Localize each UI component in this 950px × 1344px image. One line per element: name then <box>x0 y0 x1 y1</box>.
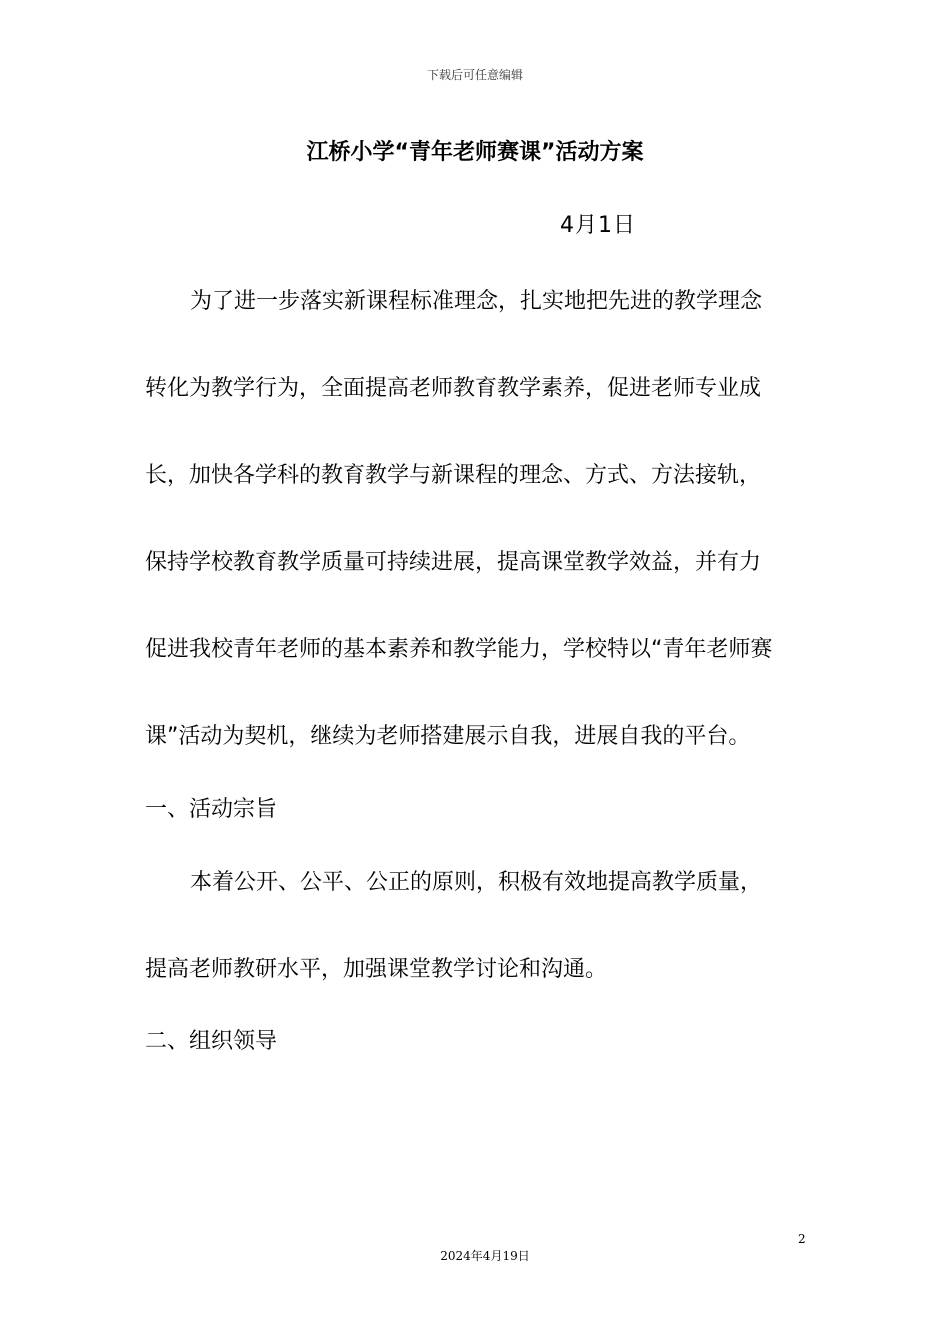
section-heading-purpose: 一、活动宗旨 <box>145 797 278 822</box>
intro-line: 转化为教学行为，全面提高老师教育教学素养，促进老师专业成 <box>145 376 762 401</box>
section-heading-organization: 二、组织领导 <box>145 1029 278 1054</box>
header-note: 下载后可任意编辑 <box>426 68 523 82</box>
footer-date: 2024年4月19日 <box>440 1249 530 1263</box>
intro-line: 课”活动为契机，继续为老师搭建展示自我，进展自我的平台。 <box>145 724 751 749</box>
document-title: 江桥小学“青年老师赛课”活动方案 <box>306 140 644 165</box>
page-number: 2 <box>798 1232 806 1246</box>
intro-line: 保持学校教育教学质量可持续进展，提高课堂教学效益，并有力 <box>145 550 762 575</box>
document-date: 4月1日 <box>560 213 636 238</box>
purpose-line: 提高老师教研水平，加强课堂教学讨论和沟通。 <box>145 957 608 982</box>
intro-line: 促进我校青年老师的基本素养和教学能力，学校特以“青年老师赛 <box>145 637 773 662</box>
purpose-line: 本着公开、公平、公正的原则，积极有效地提高教学质量， <box>190 870 763 895</box>
intro-line: 为了进一步落实新课程标准理念，扎实地把先进的教学理念 <box>190 289 763 314</box>
intro-line: 长，加快各学科的教育教学与新课程的理念、方式、方法接轨， <box>145 463 762 488</box>
